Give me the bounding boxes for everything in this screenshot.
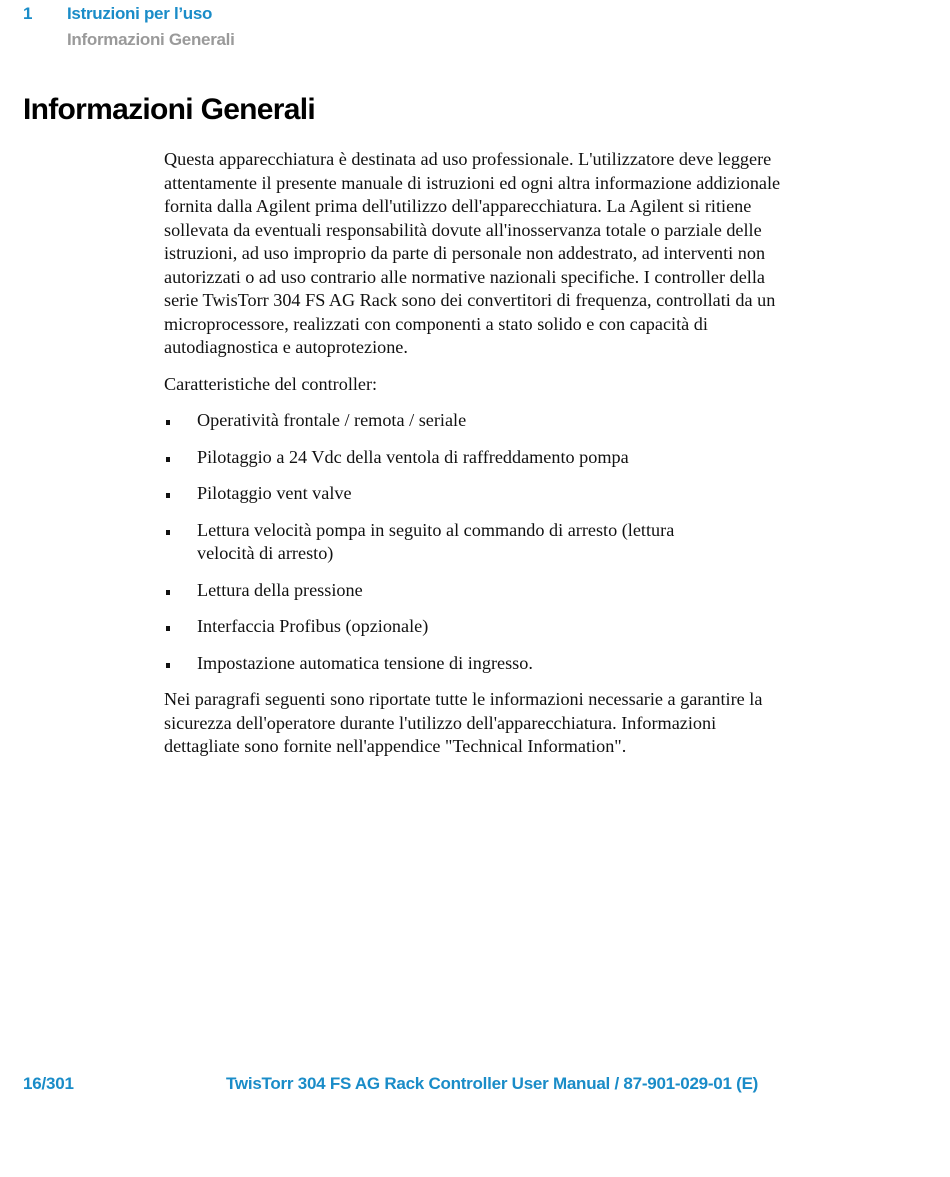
features-list (164, 409, 804, 675)
bullet-icon (166, 590, 170, 595)
feature-item (164, 519, 717, 566)
body-content (164, 148, 804, 759)
feature-text: Lettura della pressione (197, 579, 363, 600)
feature-text: Lettura velocità pompa in seguito al commando di arresto (lettura velocità di arresto) (197, 519, 675, 563)
bullet-icon (166, 626, 170, 631)
footer-page-number: 16/301 (23, 1074, 74, 1093)
closing-paragraph: Nei paragrafi seguenti sono riportate tutte le informazioni necessarie a garantire la sicurezza dell'operatore durante l'utilizzo dell'apparecchiatura. Informazioni dettagliate sono fornite nell'appendice "Technical Information". (164, 689, 763, 756)
feature-item (164, 652, 804, 676)
footer-document-title: TwisTorr 304 FS AG Rack Controller User Manual / 87-901-029-01 (E) (226, 1074, 759, 1093)
page-title: Informazioni Generali (23, 93, 316, 126)
header-chapter-title: Istruzioni per l’uso (67, 4, 213, 23)
features-lead: Caratteristiche del controller: (164, 373, 378, 394)
bullet-icon (166, 457, 170, 462)
feature-text: Pilotaggio vent valve (197, 483, 352, 503)
feature-text: Operatività frontale / remota / seriale (197, 410, 467, 430)
header-section-title: Informazioni Generali (67, 30, 235, 49)
feature-text: Pilotaggio a 24 Vdc della ventola di raffreddamento pompa (197, 446, 629, 467)
bullet-icon (166, 530, 170, 535)
feature-text: Interfaccia Profibus (opzionale) (197, 616, 429, 636)
intro-paragraph: Questa apparecchiatura è destinata ad uso professionale. L'utilizzatore deve leggere attentamente il presente manuale di istruzioni ed ogni altra informazione addizionale fornita dalla Agilent prima dell'utilizzo dell'apparecchiatura. La Agilent si ritiene sollevata da eventuali responsabilità dovute all'inosservanza totale o parziale delle istruzioni, ad uso improprio da parte di personale non addestrato, ad interventi non autorizzati o ad uso contrario alle normative nazionali specifiche. I controller della serie TwisTorr 304 FS AG Rack sono dei convertitori di frequenza, controllati da un microprocessore, realizzati con componenti a stato solido e con capacità di autodiagnostica e autoprotezione. (164, 149, 781, 357)
feature-text: Impostazione automatica tensione di ingresso. (197, 652, 533, 673)
bullet-icon (166, 493, 170, 498)
header-chapter-number: 1 (23, 4, 33, 23)
feature-item (164, 615, 804, 639)
bullet-icon (166, 663, 170, 668)
feature-item (164, 579, 804, 603)
feature-item (164, 409, 804, 433)
bullet-icon (166, 420, 170, 425)
feature-item (164, 446, 804, 470)
feature-item (164, 482, 804, 506)
